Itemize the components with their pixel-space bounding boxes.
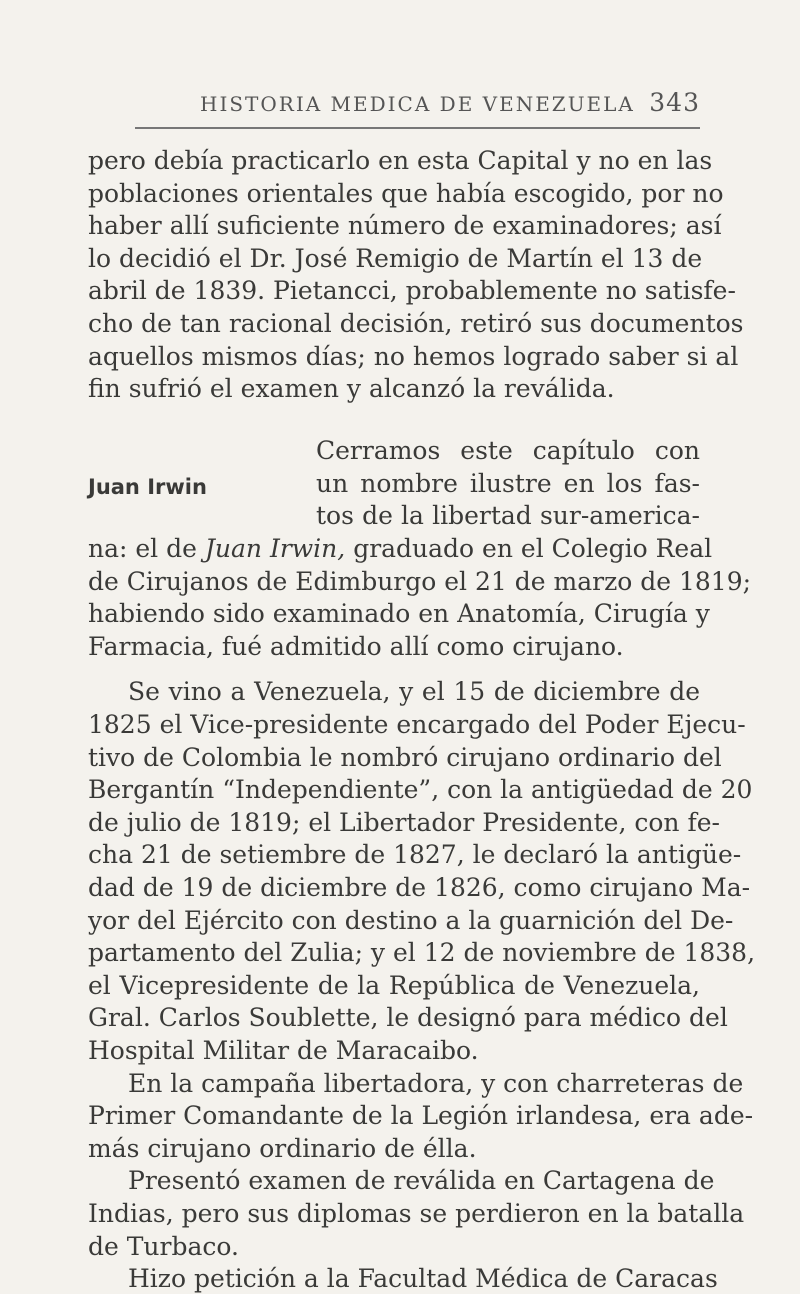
- text-line: Hospital Militar de Maracaibo.: [88, 1036, 479, 1065]
- text-line: cha 21 de setiembre de 1827, le declaró la antigüe-: [88, 840, 742, 869]
- text-line: 1825 el Vice-presidente encargado del Poder Ejecu-: [88, 710, 746, 739]
- page-number: 343: [649, 88, 700, 117]
- text-line: poblaciones orientales que había escogido, por no: [88, 179, 724, 208]
- text-line: Cerramos este capítulo con: [316, 436, 700, 465]
- text-line: de Cirujanos de Edimburgo el 21 de marzo de 1819;: [88, 567, 752, 596]
- person-name: Juan Irwin,: [204, 534, 346, 563]
- text-line: Indias, pero sus diplomas se perdieron en la batalla: [88, 1199, 745, 1228]
- running-title: HISTORIA MEDICA DE VENEZUELA: [200, 92, 635, 116]
- header-rule: [135, 127, 700, 129]
- text-line: [88, 534, 713, 564]
- text-line: Hizo petición a la Facultad Médica de Caracas: [128, 1264, 718, 1293]
- text-line: Bergantín “Independiente”, con la antigüedad de 20: [88, 775, 753, 804]
- text-line: más cirujano ordinario de élla.: [88, 1134, 477, 1163]
- text-line: En la campaña libertadora, y con charreteras de: [128, 1069, 744, 1098]
- text-line: Farmacia, fué admitido allí como cirujano.: [88, 632, 624, 661]
- text-line: fin sufrió el examen y alcanzó la reválida.: [88, 374, 615, 403]
- text-line: abril de 1839. Pietancci, probablemente no satisfe-: [88, 276, 736, 305]
- text-line: partamento del Zulia; y el 12 de noviembre de 1838,: [88, 938, 756, 967]
- text-line: yor del Ejército con destino a la guarnición del De-: [88, 906, 734, 935]
- text-line: lo decidió el Dr. José Remigio de Martín el 13 de: [88, 244, 703, 273]
- text-line: Gral. Carlos Soublette, le designó para médico del: [88, 1003, 728, 1032]
- text-line: de Turbaco.: [88, 1232, 239, 1261]
- text-line: habiendo sido examinado en Anatomía, Cirugía y: [88, 599, 710, 628]
- text-line: cho de tan racional decisión, retiró sus documentos: [88, 309, 744, 338]
- text-line: Primer Comandante de la Legión irlandesa, era ade-: [88, 1101, 754, 1130]
- text-line: un nombre ilustre en los fas-: [316, 469, 700, 498]
- text-fragment: graduado en el Colegio Real: [353, 534, 713, 563]
- text-line: haber allí suficiente número de examinadores; así: [88, 211, 722, 240]
- text-line: aquellos mismos días; no hemos logrado saber si al: [88, 342, 739, 371]
- text-fragment: na: el de: [88, 534, 197, 563]
- margin-note: Juan Irwin: [88, 475, 207, 499]
- text-line: Se vino a Venezuela, y el 15 de diciembre de: [128, 677, 700, 706]
- text-line: de julio de 1819; el Libertador Presidente, con fe-: [88, 808, 720, 837]
- text-line: dad de 19 de diciembre de 1826, como cirujano Ma-: [88, 873, 751, 902]
- text-line: pero debía practicarlo en esta Capital y no en las: [88, 146, 713, 175]
- text-line: Presentó examen de reválida en Cartagena de: [128, 1166, 715, 1195]
- text-line: tivo de Colombia le nombró cirujano ordinario del: [88, 743, 722, 772]
- text-line: tos de la libertad sur-america-: [316, 501, 700, 530]
- text-line: el Vicepresidente de la República de Venezuela,: [88, 971, 700, 1000]
